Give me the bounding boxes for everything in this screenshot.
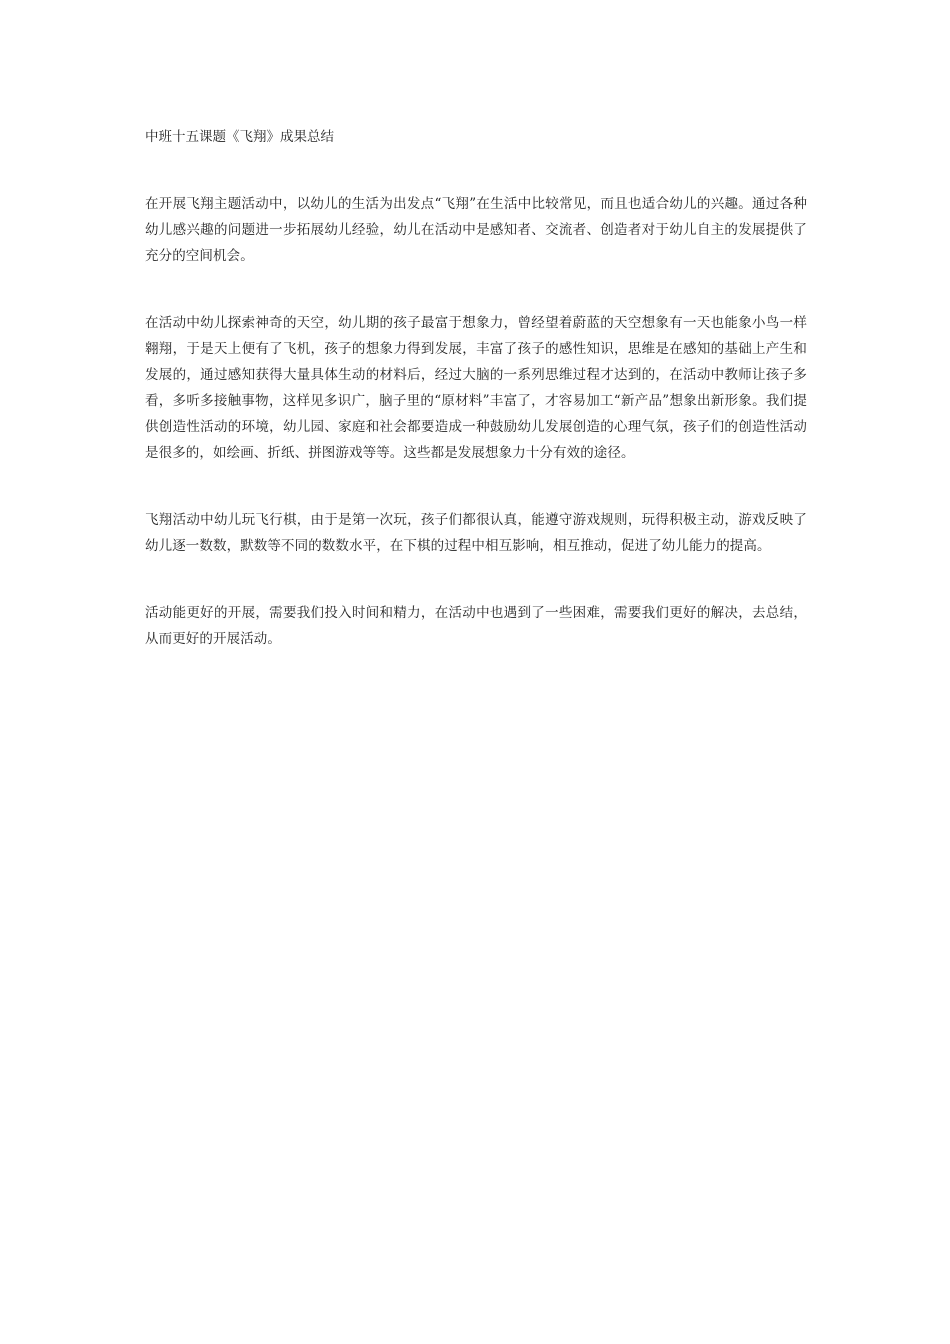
paragraph-3: 飞翔活动中幼儿玩飞行棋，由于是第一次玩，孩子们都很认真，能遵守游戏规则，玩得积极主动，游戏反映了幼儿逐一数数，默数等不同的数数水平，在下棋的过程中相互影响，相互推动，促进了幼儿能力的提高。 [145,512,807,554]
paragraph-2: 在活动中幼儿探索神奇的天空，幼儿期的孩子最富于想象力，曾经望着蔚蓝的天空想象有一天也能象小鸟一样翱翔，于是天上便有了飞机，孩子的想象力得到发展，丰富了孩子的感性知识，思维是在感知的基础上产生和发展的，通过感知获得大量具体生动的材料后，经过大脑的一系列思维过程才达到的，在活动中教师让孩子多看，多听多接触事物，这样见多识广，脑子里的“原材料”丰富了，才容易加工“新产品”想象出新形象。我们提供创造性活动的环境，幼儿园、家庭和社会都要造成一种鼓励幼儿发展创造的心理气氛，孩子们的创造性活动是很多的，如绘画、折纸、拼图游戏等等。这些都是发展想象力十分有效的途径。 [145,315,807,461]
document-title: 中班十五课题《飞翔》成果总结 [145,129,334,145]
document-body [145,124,807,652]
paragraph-4: 活动能更好的开展，需要我们投入时间和精力，在活动中也遇到了一些困难，需要我们更好的解决，去总结，从而更好的开展活动。 [145,605,807,647]
paragraph-1: 在开展飞翔主题活动中，以幼儿的生活为出发点“飞翔”在生活中比较常见，而且也适合幼儿的兴趣。通过各种幼儿感兴趣的问题进一步拓展幼儿经验，幼儿在活动中是感知者、交流者、创造者对于幼儿自主的发展提供了充分的空间机会。 [145,196,807,264]
